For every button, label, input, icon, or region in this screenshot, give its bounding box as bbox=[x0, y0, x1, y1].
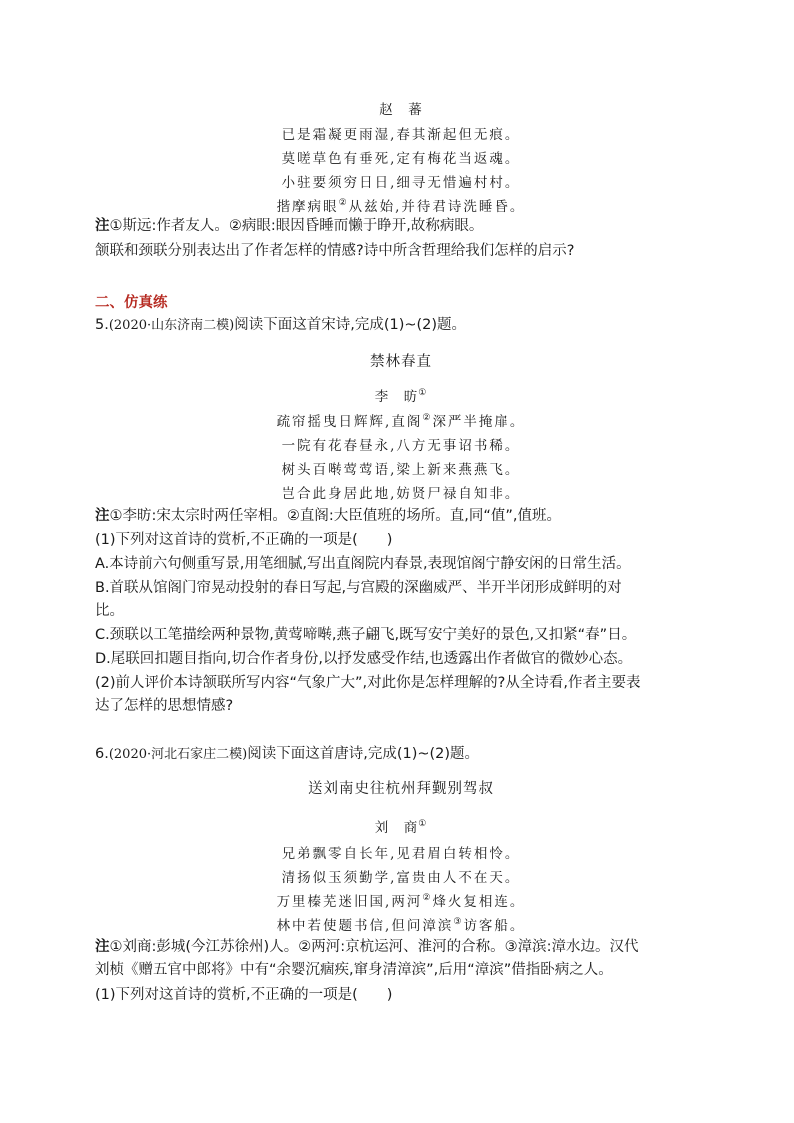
q6-poem-line-3: 万里榛芜迷旧国,两河②烽火复相连。 bbox=[276, 893, 526, 910]
q5-note: 注①李昉:宋太宗时两任宰相。②直阁:大臣值班的场所。直,同“值”,值班。 bbox=[95, 508, 562, 524]
q5-option-c: C.颈联以工笔描绘两种景物,黄莺啼啭,燕子翩飞,既写安宁美好的景色,又扣紧“春”日。 bbox=[95, 627, 637, 643]
section-heading: 二、仿真练 bbox=[95, 295, 168, 311]
q5-option-d: D.尾联回扣题目指向,切合作者身份,以抒发感受作结,也透露出作者做官的微妙心态。 bbox=[95, 651, 633, 667]
poem1-line-4: 揩摩病眼②从兹始,并待君诗洗睡昏。 bbox=[276, 198, 526, 215]
poem1-note: 注①斯远:作者友人。②病眼:眼因昏睡而懒于睁开,故称病眼。 bbox=[95, 218, 484, 234]
q5-option-a: A.本诗前六句侧重写景,用笔细腻,写出直阁院内春景,表现馆阁宁静安闲的日常生活。 bbox=[95, 556, 631, 572]
q6-poem-title: 送刘南史往杭州拜觐别驾叔 bbox=[308, 781, 494, 797]
poem1-line-3: 小驻要须穷日日,细寻无惜遍村村。 bbox=[281, 175, 521, 191]
q5-option-b: B.首联从馆阁门帘晃动投射的春日写起,与宫殿的深幽威严、半开半闭形成鲜明的对 比。 bbox=[95, 580, 622, 619]
poem1-line-1: 已是霜凝更雨湿,春其渐起但无痕。 bbox=[281, 127, 521, 143]
poem1-question: 颔联和颈联分别表达出了作者怎样的情感?诗中所含哲理给我们怎样的启示? bbox=[95, 243, 575, 259]
q5-poem-line-2: 一院有花春昼永,八方无事诏书稀。 bbox=[281, 438, 521, 454]
q5-poem-title: 禁林春直 bbox=[370, 354, 432, 370]
poem1-line-2: 莫嗟草色有垂死,定有梅花当返魂。 bbox=[281, 151, 521, 167]
q6-poem-author: 刘 商① bbox=[374, 819, 428, 836]
q5-sub-question-1: (1)下列对这首诗的赏析,不正确的一项是( ) bbox=[95, 532, 393, 548]
q5-poem-line-4: 岂合此身居此地,妨贤尸禄自知非。 bbox=[281, 486, 521, 502]
q5-poem-line-3: 树头百啭莺莺语,梁上新来燕燕飞。 bbox=[281, 462, 521, 478]
q6-poem-line-1: 兄弟飘零自长年,见君眉白转相怜。 bbox=[281, 846, 521, 862]
poem1-author: 赵 蕃 bbox=[379, 102, 423, 118]
q5-poem-line-1: 疏帘摇曳日辉辉,直阁②深严半掩扉。 bbox=[276, 413, 526, 430]
q6-sub-question-1: (1)下列对这首诗的赏析,不正确的一项是( ) bbox=[95, 987, 393, 1003]
q6-intro: 6.(2020·河北石家庄二模)阅读下面这首唐诗,完成(1)~(2)题。 bbox=[95, 746, 480, 762]
q5-sub-question-2: (2)前人评价本诗颔联所写内容“气象广大”,对此你是怎样理解的?从全诗看,作者主要表 达了怎样的思想情感? bbox=[95, 675, 641, 714]
q5-poem-author: 李 昉① bbox=[374, 388, 428, 405]
q6-poem-line-4: 林中若使题书信,但问漳滨③访客船。 bbox=[276, 917, 526, 934]
q6-poem-line-2: 清扬似玉须勤学,富贵由人不在天。 bbox=[281, 870, 521, 886]
q5-intro: 5.(2020·山东济南二模)阅读下面这首宋诗,完成(1)~(2)题。 bbox=[95, 317, 467, 333]
q6-note: 注①刘商:彭城(今江苏徐州)人。②两河:京杭运河、淮河的合称。③漳滨:漳水边。汉代 刘桢《赠五官中郎将》中有“余婴沉痼疾,窜身清漳滨”,后用“漳滨”借指卧病之人。 bbox=[95, 939, 639, 978]
